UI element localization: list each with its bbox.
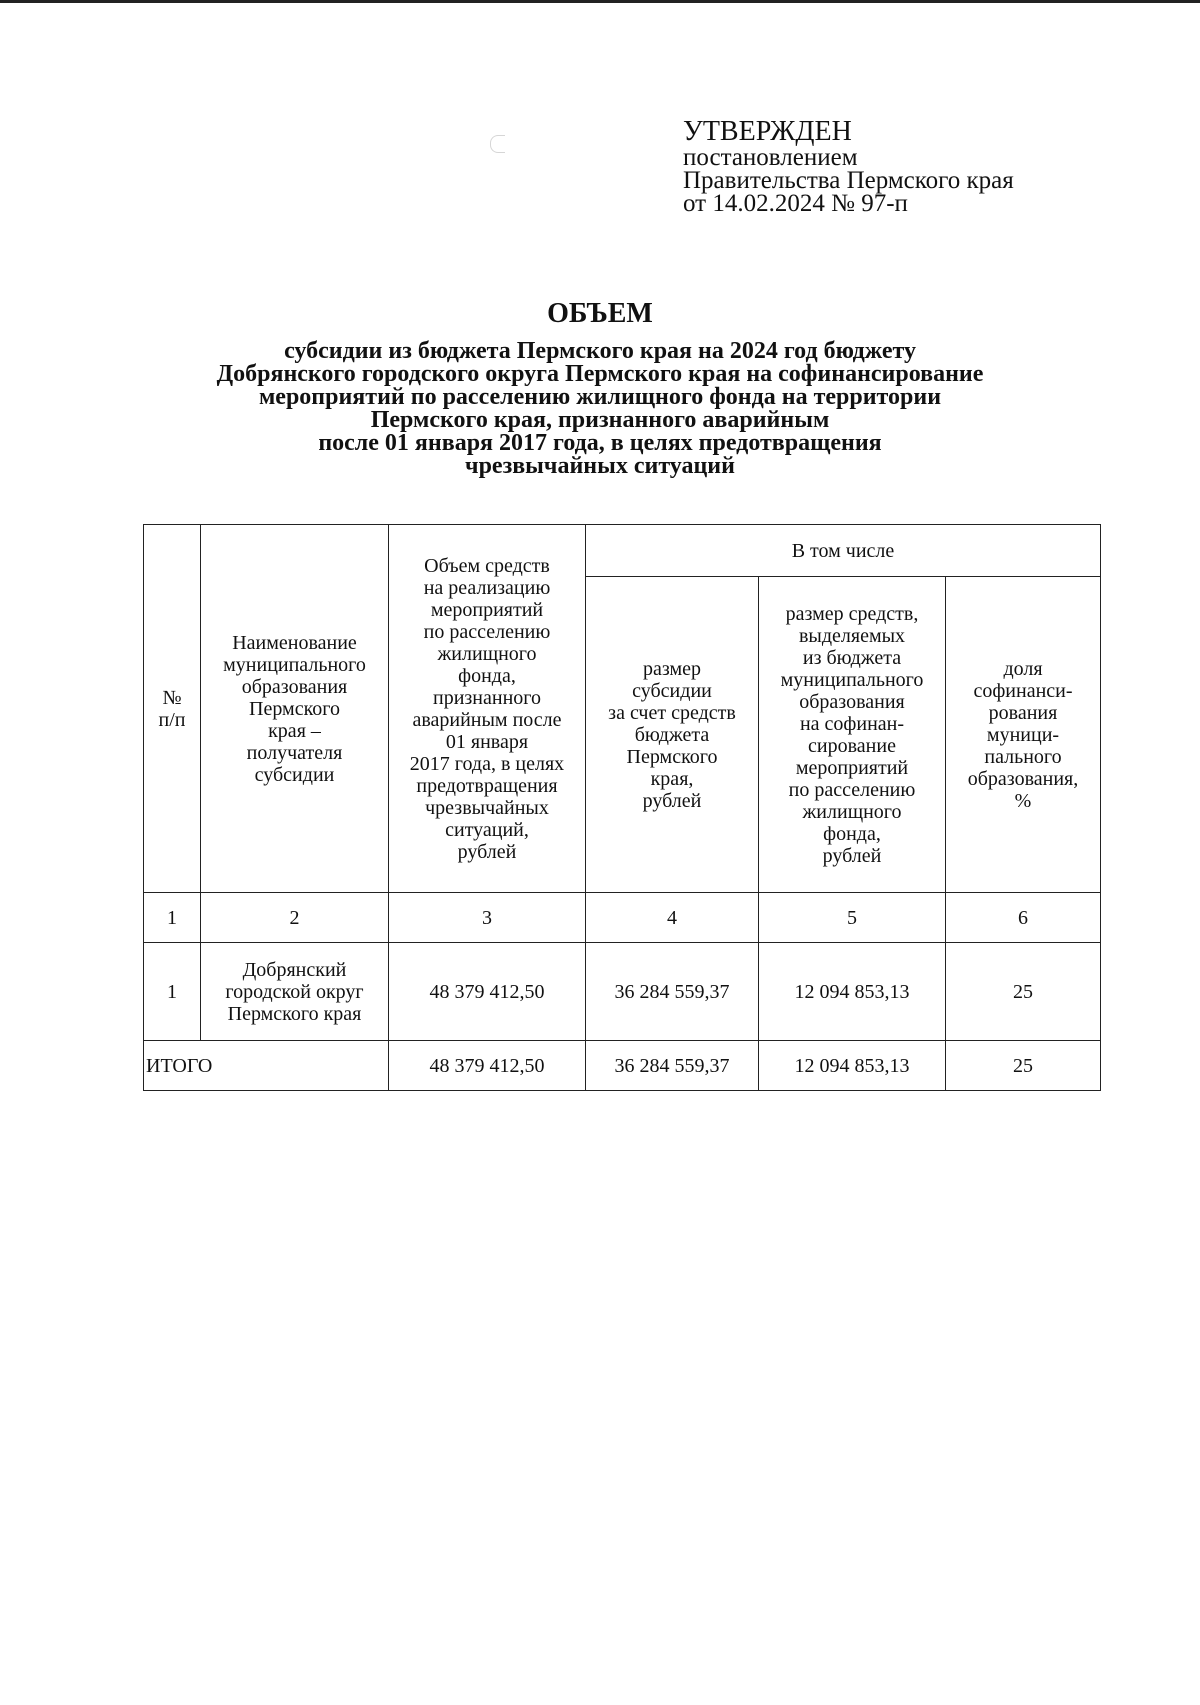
total-cofinancing-share: 25 xyxy=(946,1041,1101,1091)
column-number: 5 xyxy=(759,893,946,943)
column-number: 6 xyxy=(946,893,1101,943)
row-cofinancing-share: 25 xyxy=(946,943,1101,1041)
subtitle-line: чрезвычайных ситуаций xyxy=(465,453,735,479)
row-num: 1 xyxy=(144,943,201,1041)
column-number: 4 xyxy=(586,893,759,943)
subtitle-line: субсидии из бюджета Пермского края на 2024 год бюджету xyxy=(284,338,916,364)
document-subtitle xyxy=(0,340,1200,478)
header-municipality: Наименование муниципального образования Пермского края – получателя субсидии xyxy=(201,525,389,893)
subtitle-line: Пермского края, признанного аварийным xyxy=(370,407,830,433)
header-cofinancing-share: доля софинанси- рования муници- пального образования, % xyxy=(946,577,1101,893)
total-regional-subsidy: 36 284 559,37 xyxy=(586,1041,759,1091)
header-total-volume: Объем средств на реализацию мероприятий по расселению жилищного фонда, признанного аварийным после 01 января 2017 года, в целях предотвращения чрезвычайных ситуаций, рублей xyxy=(389,525,586,893)
subtitle-line: Добрянского городского округа Пермского края на софинансирование xyxy=(216,361,984,387)
scan-top-border xyxy=(0,0,1200,3)
table-total-row xyxy=(144,1041,1101,1091)
table-header-row xyxy=(144,525,1101,577)
row-total-volume: 48 379 412,50 xyxy=(389,943,586,1041)
scan-artifact xyxy=(490,135,505,153)
column-number: 2 xyxy=(201,893,389,943)
header-municipal-funds: размер средств, выделяемых из бюджета муниципального образования на софинан- сирование мероприятий по расселению жилищного фонда, рублей xyxy=(759,577,946,893)
column-number-row xyxy=(144,893,1101,943)
approval-stamp-block xyxy=(683,118,1014,215)
subtitle-line: мероприятий по расселению жилищного фонда на территории xyxy=(258,384,942,410)
column-number: 3 xyxy=(389,893,586,943)
approval-line-government: Правительства Пермского края xyxy=(683,167,1014,194)
document-title: ОБЪЕМ xyxy=(547,298,653,329)
total-volume: 48 379 412,50 xyxy=(389,1041,586,1091)
column-number: 1 xyxy=(144,893,201,943)
total-label: ИТОГО xyxy=(144,1041,389,1091)
header-including: В том числе xyxy=(586,525,1101,577)
header-regional-subsidy: размер субсидии за счет средств бюджета Пермского края, рублей xyxy=(586,577,759,893)
table-row xyxy=(144,943,1101,1041)
subtitle-line: после 01 января 2017 года, в целях предотвращения xyxy=(318,430,882,456)
header-num: № п/п xyxy=(144,525,201,893)
row-municipality: Добрянский городской округ Пермского края xyxy=(201,943,389,1041)
approval-heading: УТВЕРЖДЕН xyxy=(683,116,852,147)
approval-line-date: от 14.02.2024 № 97-п xyxy=(683,190,908,217)
row-municipal-funds: 12 094 853,13 xyxy=(759,943,946,1041)
approval-line-resolution: постановлением xyxy=(683,144,858,171)
row-regional-subsidy: 36 284 559,37 xyxy=(586,943,759,1041)
total-municipal-funds: 12 094 853,13 xyxy=(759,1041,946,1091)
subsidy-table xyxy=(143,524,1101,1091)
